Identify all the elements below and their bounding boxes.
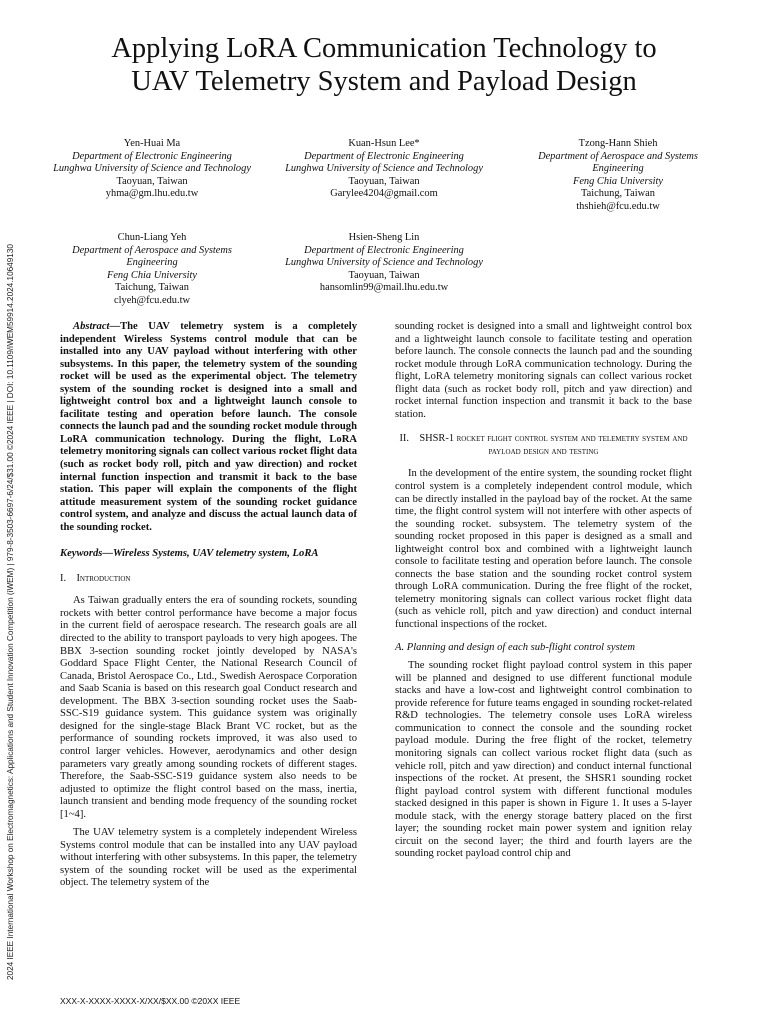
author-name: Chun-Liang Yeh [117,232,187,243]
abstract-label: Abstract [73,321,110,332]
keywords: Keywords—Wireless Systems, UAV telemetry system, LoRA [60,548,319,560]
author-email: thshieh@fcu.edu.tw [576,200,660,212]
section-title: Introduction [76,572,131,584]
author-dept: Department of Aerospace and Systems Engineering [72,244,232,269]
author-univ: Lunghwa University of Science and Technology [285,163,483,175]
intro-paragraph-2: The UAV telemetry system is a completely independent Wireless Systems control module that can be installed into any UAV payload without interfering with other subsystems. In this paper, the telemetry system of the sounding rocket will be used as the experimental object. The telemetry system of the [60,827,357,889]
section-2-paragraph-1: In the development of the entire system, the sounding rocket flight control system is a completely independent control module, which can be directly installed in the payload bay of the rocket. At the same time, the flight control system will not interfere with other aspects of the sounding rocket. subsystem. The telemetry system of the sounding rocket proposed in this paper is designed as a small and lightweight control box and combined with a lightweight launch console to facilitate testing and operation before launch. The console connects the base station and the sounding rocket control system through LoRA communication. During the free flight of the rocket, telemetry monitoring signals can collect various rocket flight data (such as vehicle roll, pitch and yaw direction) and conduct internal functional inspections of the rocket. [395,468,692,631]
author-email: clyeh@fcu.edu.tw [114,294,190,306]
author-3 [518,138,718,214]
author-univ: Lunghwa University of Science and Technology [285,257,483,269]
author-univ: Feng Chia University [106,269,198,281]
abstract-text: —The UAV telemetry system is a completely independent Wireless Systems control module that can be installed into any UAV payload without interfering with other subsystems. In this paper, the telemetry system of the sounding rocket will be used as the experimental object. The telemetry system of the sounding rocket is designed into a small and lightweight control box and a lightweight launch console to facilitate testing and operation before launch. The console connects the launch pad and the sounding rocket module through LoRA communication technology. During the flight, LoRA telemetry monitoring signals can collect various rocket flight data (such as rocket body roll, pitch and yaw direction) and rocket internal function inspection and transmit it back to the base station. This paper will explain the components of the flight attitude measurement system of the sounding rocket guidance control system, and analyze and discuss the actual launch data of the sounding rocket. [60,321,357,533]
subsection-a-paragraph-1: The sounding rocket flight payload control system in this paper will be planned and designed to use different functional module stacks and have a low-cost and lightweight control combination to provide reference for future teams engaged in sounding rocket-related R&D technologies. The telemetry console uses LoRA wireless communication to connect the console and the sounding rocket payload module. During the free flight of the rocket, telemetry monitoring signals can collect various rocket flight data (such as vehicle roll, pitch and yaw direction) and conduct internal functional inspections of the rocket. At present, the SHSR1 sounding rocket flight payload control system with different functional modules stacked designed in this paper is shown in Figure 1. It uses a 5-layer module stack, with the energy storage battery placed on the first layer; the sounding rocket main power system and ignition relay circuit on the second layer; the third and fourth layers are the sounding rocket payload control chip and [395,660,692,860]
author-1 [52,138,252,201]
author-city: Taoyuan, Taiwan [348,175,420,187]
side-note-text: 2024 IEEE International Workshop on Electromagnetics: Applications and Student Innovation Competition (iWEM) | 979-8-3503-6697-6/24/$31.00 ©2024 IEEE | DOI: 10.1109/iWEM59914.2024.10649130 [6,244,15,980]
paper-title-line-1: Applying LoRA Communication Technology to [111,33,657,64]
author-2 [284,138,484,201]
author-email: Garylee4204@gmail.com [330,188,438,200]
author-dept: Department of Electronic Engineering [304,150,464,162]
section-heading-2 [395,433,692,458]
author-dept: Department of Electronic Engineering [72,150,232,162]
author-city: Taoyuan, Taiwan [116,175,188,187]
author-email: yhma@gm.lhu.edu.tw [105,188,199,200]
intro-paragraph-1: As Taiwan gradually enters the era of sounding rockets, sounding rockets with better control performance have become a major focus in the current field of aerospace research. The research goals are all directed to the ability to transport payloads to very high apogees. The BBX 3-section sounding rocket jointly developed by NASA's Goddard Space Flight Center, the National Research Council of Canada, Bristol Aerospace Co., Ltd., Swedish Aerospace Corporation and Saab Scania is based on this research goal Conduct research and development. The BBX 3-section sounding rocket uses the Saab-SSC-S19 guidance system. This guidance system was originally designed for the single-stage Black Brant VC rocket, but as the performance of sounding rockets improved, it was also used to control larger vehicles. However, aerodynamics and other design parameters vary greatly among sounding rockets of different stages. Therefore, the Saab-SSC-S19 guidance system also needs to be adjusted to optimize the flight control based on the mass, inertia, launch transient and bending mode frequency of the sounding rocket [1~4]. [60,595,357,820]
author-city: Taichung, Taiwan [581,188,655,200]
paper-title [40,32,728,98]
author-city: Taoyuan, Taiwan [348,269,420,281]
section-heading-introduction [60,573,357,586]
right-column [395,321,692,861]
author-4 [52,232,252,308]
section-number: I. [60,572,67,584]
author-email: hansomlin99@mail.lhu.edu.tw [319,282,449,294]
author-5 [284,232,484,295]
author-city: Taichung, Taiwan [115,282,189,294]
section-number: II. [399,433,409,445]
paper-title-line-2: UAV Telemetry System and Payload Design [131,66,637,97]
copyright-footer: XXX-X-XXXX-XXXX-X/XX/$XX.00 ©20XX IEEE [60,996,241,1006]
author-name: Kuan-Hsun Lee* [348,138,420,149]
author-dept: Department of Electronic Engineering [304,244,464,256]
left-column [60,321,357,890]
author-dept: Department of Aerospace and Systems Engineering [538,150,698,175]
section-title: SHSR-1 rocket flight control system and telemetry system and payload design and testing [419,433,688,457]
abstract [60,321,357,534]
author-univ: Feng Chia University [572,175,664,187]
subsection-heading-a: A. Planning and design of each sub-flight control system [395,641,635,653]
author-univ: Lunghwa University of Science and Technology [53,163,251,175]
author-name: Hsien-Sheng Lin [348,232,420,243]
right-paragraph-1: sounding rocket is designed into a small and lightweight control box and a lightweight launch console to facilitate testing and operation before launch. The console connects the launch pad and the sounding rocket module through LoRA communication technology. During the flight, LoRA telemetry monitoring signals can collect various rocket flight data (such as rocket body roll, pitch and yaw direction) and rocket internal function inspection and transmit it back to the base station. [395,321,692,420]
author-name: Yen-Huai Ma [123,138,181,149]
author-name: Tzong-Hann Shieh [578,138,658,149]
